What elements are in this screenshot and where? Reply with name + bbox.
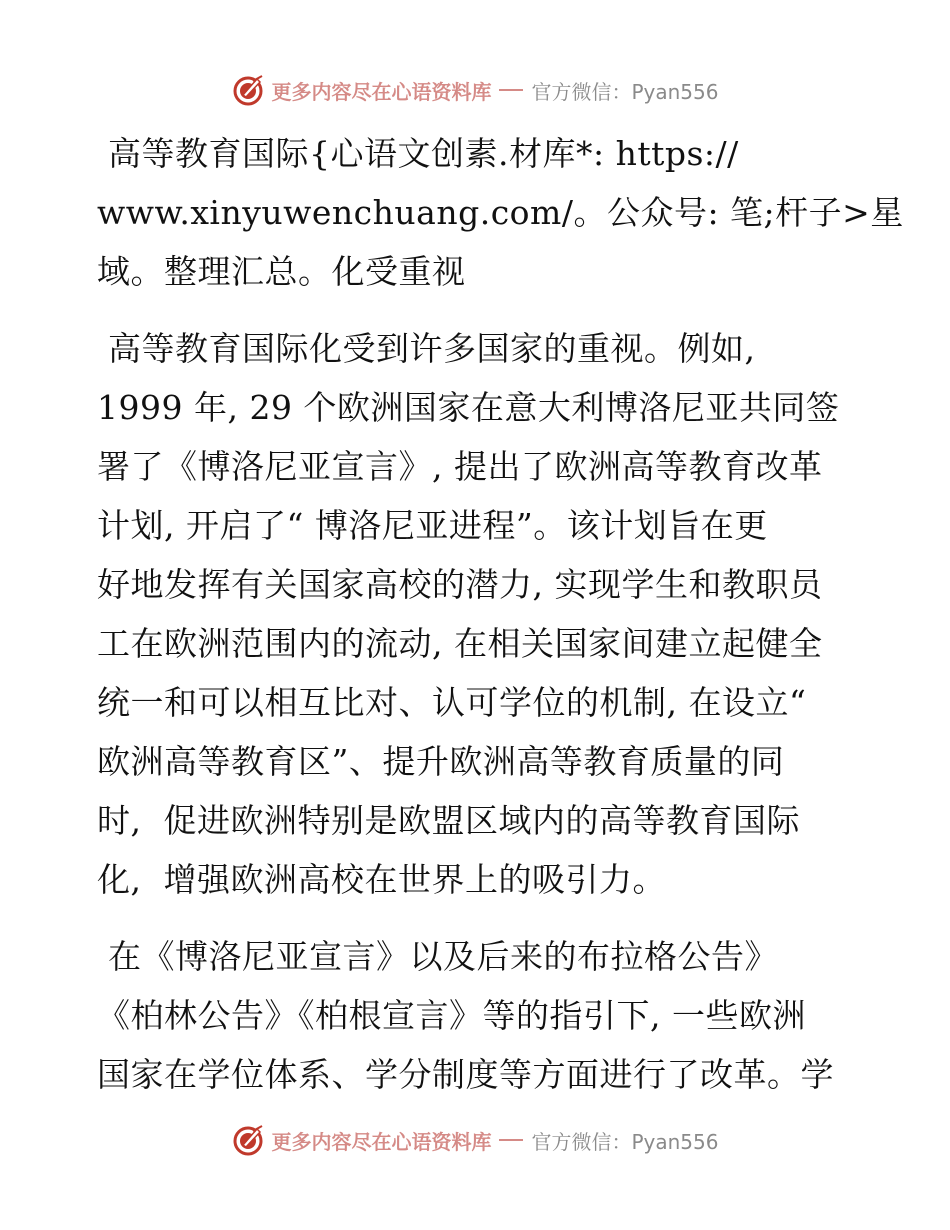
header-banner-content [231,73,718,107]
text-line: 署了《博洛尼亚宣言》, 提出了欧洲高等教育改革 [97,447,823,486]
text-line: www.xinyuwenchuang.com/。公众号: 笔;杆子>星 [97,193,904,232]
text-line: 高等教育国际{心语文创素.材库*: https:// [97,134,739,173]
text-line: 《柏林公告》《柏根宣言》等的指引下, 一些欧洲 [97,996,806,1035]
banner-site-name: 更多内容尽在心语资料库 [271,1129,492,1154]
banner-site-name: 更多内容尽在心语资料库 [271,79,492,104]
text-line: 好地发挥有关国家高校的潜力, 实现学生和教职员 [97,565,823,604]
banner-wechat-contact: 官方微信：Pyan556 [531,1129,719,1154]
header-banner [0,70,950,110]
text-line: 工在欧洲范围内的流动, 在相关国家间建立起健全 [97,624,823,663]
footer-banner [0,1120,950,1160]
paragraph-2 [97,319,857,909]
text-line: 欧洲高等教育区”、提升欧洲高等教育质量的同 [97,742,785,781]
paragraph-1 [97,124,904,301]
text-line: 域。整理汇总。化受重视 [97,252,466,291]
text-line: 在《博洛尼亚宣言》以及后来的布拉格公告》 [97,937,778,976]
text-line: 统一和可以相互比对、认可学位的机制, 在设立“ [97,683,807,722]
banner-wechat-contact: 官方微信：Pyan556 [531,79,719,104]
text-line: 1999 年, 29 个欧洲国家在意大利博洛尼亚共同签 [97,388,840,427]
text-line: 国家在学位体系、学分制度等方面进行了改革。学 [97,1055,834,1094]
footer-banner-content [231,1123,718,1157]
banner-dash [499,89,523,91]
quill-pen-icon [231,1123,265,1157]
quill-pen-icon [231,73,265,107]
text-line: 高等教育国际化受到许多国家的重视。例如, [97,329,756,368]
banner-dash [499,1139,523,1141]
paragraph-3 [97,927,857,1104]
text-line: 时, 促进欧洲特别是欧盟区域内的高等教育国际 [97,801,800,840]
text-line: 化, 增强欧洲高校在世界上的吸引力。 [97,860,666,899]
document-body [97,124,904,1122]
text-line: 计划, 开启了“ 博洛尼亚进程”。该计划旨在更 [97,506,768,545]
